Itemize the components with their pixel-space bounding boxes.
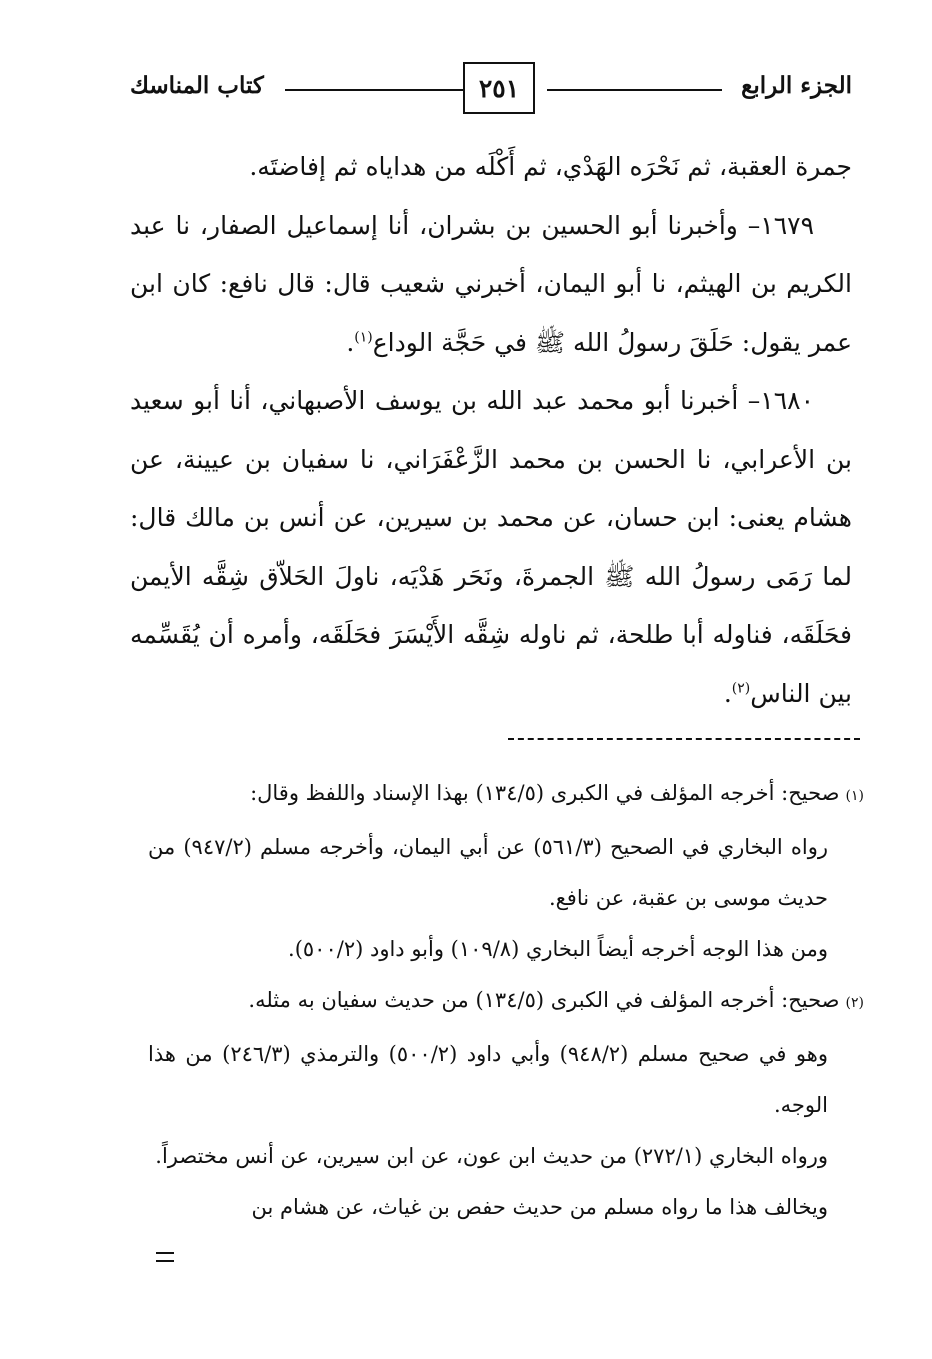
footnote-ref-2[interactable]: (٢) [731, 680, 751, 697]
footnote-1-line3: ومن هذا الوجه أخرجه أيضاً البخاري (١٠٩/٨) وأبو داود (٥٠٠/٢). [288, 937, 828, 961]
hadith-1679 [130, 197, 852, 373]
hadith-1680 [130, 372, 852, 723]
footnote-2-line2: وهو في صحيح مسلم (٩٤٨/٢) وأبي داود (٥٠٠/٢) والترمذي (٢٤٦/٣) من هذا الوجه. [148, 1042, 828, 1117]
footnote-separator [508, 738, 860, 740]
hadith-1679-end: . [346, 327, 355, 357]
hadith-1679-text: ١٦٧٩– وأخبرنا أبو الحسين بن بشران، أنا إسماعيل الصفار، نا عبد الكريم بن الهيثم، نا أبو اليمان، أخبرني شعيب قال: قال نافع: كان ابن عمر يقول: حَلَقَ رسولُ الله ﷺ في حَجَّة الوداع [130, 210, 852, 357]
footnote-1-line2: رواه البخاري في الصحيح (٥٦١/٣) عن أبي اليمان، وأخرجه مسلم (٩٤٧/٢) من حديث موسى بن عقبة، عن نافع. [148, 835, 828, 910]
continuation-mark [156, 1252, 174, 1262]
footnote-1 [148, 768, 864, 822]
header-rule-left [285, 89, 463, 91]
footnote-ref-1[interactable]: (١) [354, 329, 373, 346]
book-title: كتاب المناسك [130, 72, 264, 99]
page-header [130, 62, 852, 120]
header-rule-right [547, 89, 722, 91]
footnote-2-line4: ويخالف هذا ما رواه مسلم من حديث حفص بن غياث، عن هشام بن [251, 1195, 828, 1219]
hadith-1680-text: ١٦٨٠– أخبرنا أبو محمد عبد الله بن يوسف الأصبهاني، أنا أبو سعيد بن الأعرابي، نا الحسن بن محمد الزَّعْفَرَاني، نا سفيان بن عيينة، عن هشام يعنى: ابن حسان، عن محمد بن سيرين، عن أنس بن مالك قال: لما رَمَى رسولُ الله ﷺ الجمرةَ، ونَحَر هَدْيَه، ناولَ الحَلاّق شِقَّه الأيمن فحَلَقَه، فناوله أبا طلحة، ثم ناوله شِقَّه الأَيْسَرَ فحَلَقَه، وأمره أن يُقَسِّمه بين الناس [130, 386, 852, 708]
hadith-1680-end: . [723, 678, 732, 708]
footnote-2 [148, 975, 864, 1029]
footnote-1-mark: (١) [845, 788, 864, 804]
volume-title: الجزء الرابع [741, 72, 852, 99]
footnote-1-line1: صحيح: أخرجه المؤلف في الكبرى (١٣٤/٥) بهذا الإسناد واللفظ وقال: [250, 781, 840, 805]
footnote-2-line1: صحيح: أخرجه المؤلف في الكبرى (١٣٤/٥) من حديث سفيان به مثله. [248, 988, 840, 1012]
paragraph-continuation: جمرة العقبة، ثم نَحْرَه الهَدْي، ثم أَكْلَه من هداياه ثم إفاضتَه. [249, 152, 852, 181]
footnote-2-mark: (٢) [845, 995, 864, 1011]
main-text [130, 138, 852, 723]
footnotes [148, 768, 864, 1233]
footnote-2-line3: ورواه البخاري (٢٧٢/١) من حديث ابن عون، عن ابن سيرين، عن أنس مختصراً. [155, 1144, 828, 1168]
page-number: ٢٥١ [463, 62, 535, 114]
